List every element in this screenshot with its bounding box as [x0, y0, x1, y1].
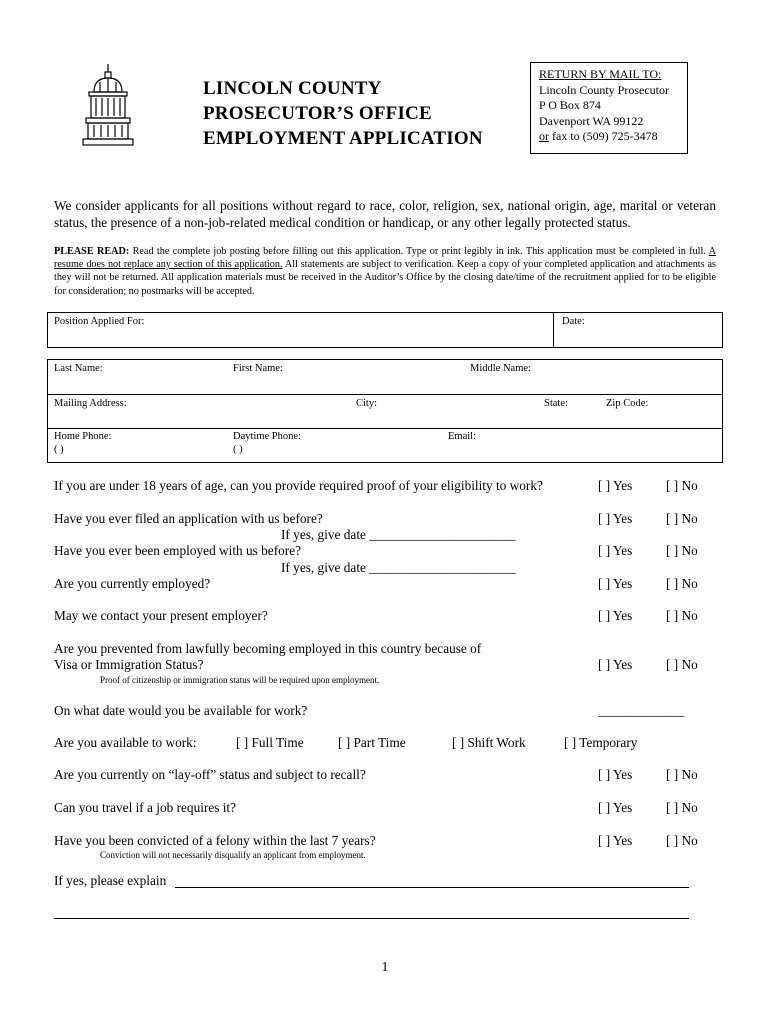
- q1-no-checkbox[interactable]: [ ] No: [666, 478, 698, 493]
- mail-line-1: Lincoln County Prosecutor: [539, 82, 669, 97]
- part-time-checkbox[interactable]: [ ] Part Time: [338, 735, 406, 750]
- explain-label: If yes, please explain: [54, 873, 167, 888]
- question-visa-line1: Are you prevented from lawfully becoming employed in this country because of: [54, 641, 482, 656]
- q2-no-checkbox[interactable]: [ ] No: [666, 511, 698, 526]
- courthouse-dome-icon: [80, 62, 136, 148]
- shift-work-checkbox[interactable]: [ ] Shift Work: [452, 735, 526, 750]
- please-read-part1: Read the complete job posting before filling out this application. Type or print legibly in ink. This application must be completed in full.: [129, 246, 709, 257]
- felony-note: Conviction will not necessarily disqualify an applicant from employment.: [100, 850, 366, 860]
- q11-yes-checkbox[interactable]: [ ] Yes: [598, 833, 633, 848]
- question-contact-employer: May we contact your present employer?: [54, 608, 268, 623]
- date-field[interactable]: [554, 313, 722, 347]
- question-filed-before: Have you ever filed an application with us before?: [54, 511, 323, 526]
- daytime-phone-paren: ( ): [233, 444, 243, 455]
- q3-yes-checkbox[interactable]: [ ] Yes: [598, 543, 633, 558]
- daytime-phone-field[interactable]: Daytime Phone:: [233, 431, 301, 442]
- q5-no-checkbox[interactable]: [ ] No: [666, 608, 698, 623]
- full-time-checkbox[interactable]: [ ] Full Time: [236, 735, 304, 750]
- position-label: Position Applied For:: [54, 316, 145, 327]
- q11-no-checkbox[interactable]: [ ] No: [666, 833, 698, 848]
- question-eligibility: If you are under 18 years of age, can you provide required proof of your eligibility to work?: [54, 478, 543, 493]
- question-layoff: Are you currently on “lay-off” status and subject to recall?: [54, 767, 366, 782]
- mailing-address-field[interactable]: Mailing Address:: [54, 398, 127, 409]
- home-phone-paren: ( ): [54, 444, 64, 455]
- fax-or: or: [539, 129, 549, 143]
- equal-opportunity-statement: We consider applicants for all positions without regard to race, color, religion, sex, national origin, age, marital or veteran status, the presence of a non-job-related medical condition or handicap, or any other legally protected status.: [54, 198, 716, 230]
- q5-yes-checkbox[interactable]: [ ] Yes: [598, 608, 633, 623]
- explain-line-1[interactable]: [175, 887, 689, 888]
- q10-yes-checkbox[interactable]: [ ] Yes: [598, 800, 633, 815]
- available-date-field[interactable]: _____________: [598, 703, 685, 718]
- question-travel: Can you travel if a job requires it?: [54, 800, 237, 815]
- return-mail-box: [530, 62, 688, 154]
- q3-date-field[interactable]: If yes, give date ______________________: [281, 560, 516, 575]
- question-available-to-work: Are you available to work:: [54, 735, 197, 750]
- q1-yes-checkbox[interactable]: [ ] Yes: [598, 478, 633, 493]
- date-label: Date:: [562, 316, 585, 327]
- email-field[interactable]: Email:: [448, 431, 476, 442]
- q6-yes-checkbox[interactable]: [ ] Yes: [598, 657, 633, 672]
- name-row: [48, 360, 722, 395]
- home-phone-field[interactable]: Home Phone:: [54, 431, 112, 442]
- middle-name-field[interactable]: Middle Name:: [470, 363, 531, 374]
- question-felony: Have you been convicted of a felony within the last 7 years?: [54, 833, 376, 848]
- address-row: [48, 395, 722, 429]
- mail-line-3: Davenport WA 99122: [539, 113, 644, 128]
- title-line-1: LINCOLN COUNTY: [203, 78, 382, 99]
- explain-line-2[interactable]: [54, 918, 689, 919]
- question-currently-employed: Are you currently employed?: [54, 576, 211, 591]
- phone-row: [48, 429, 722, 462]
- position-field[interactable]: [48, 313, 554, 347]
- title-line-2: PROSECUTOR’S OFFICE: [203, 103, 432, 124]
- page-number: 1: [381, 960, 389, 975]
- please-read-underlined: A resume does not replace any section of this application.: [54, 246, 716, 271]
- question-employed-before: Have you ever been employed with us before?: [54, 543, 302, 558]
- q10-no-checkbox[interactable]: [ ] No: [666, 800, 698, 815]
- q2-date-field[interactable]: If yes, give date ______________________: [281, 527, 516, 542]
- please-read-notice: [54, 245, 716, 298]
- personal-info-box: [47, 359, 723, 463]
- fax-number: fax to (509) 725-3478: [549, 129, 658, 143]
- title-line-3: EMPLOYMENT APPLICATION: [203, 128, 483, 149]
- position-box: [47, 312, 723, 348]
- q6-no-checkbox[interactable]: [ ] No: [666, 657, 698, 672]
- temporary-checkbox[interactable]: [ ] Temporary: [564, 735, 638, 750]
- q4-no-checkbox[interactable]: [ ] No: [666, 576, 698, 591]
- q3-no-checkbox[interactable]: [ ] No: [666, 543, 698, 558]
- last-name-field[interactable]: Last Name:: [54, 363, 103, 374]
- first-name-field[interactable]: First Name:: [233, 363, 283, 374]
- visa-note: Proof of citizenship or immigration status will be required upon employment.: [100, 675, 380, 685]
- zip-code-field[interactable]: Zip Code:: [606, 398, 649, 409]
- please-read-lead: PLEASE READ:: [54, 246, 130, 257]
- q2-yes-checkbox[interactable]: [ ] Yes: [598, 511, 633, 526]
- city-field[interactable]: City:: [356, 398, 378, 409]
- q9-no-checkbox[interactable]: [ ] No: [666, 767, 698, 782]
- mail-heading: RETURN BY MAIL TO:: [539, 67, 662, 81]
- q4-yes-checkbox[interactable]: [ ] Yes: [598, 576, 633, 591]
- mail-line-2: P O Box 874: [539, 98, 601, 112]
- question-available-date: On what date would you be available for work?: [54, 703, 308, 718]
- question-visa-line2: Visa or Immigration Status?: [54, 657, 204, 672]
- q9-yes-checkbox[interactable]: [ ] Yes: [598, 767, 633, 782]
- mail-fax: [539, 129, 679, 145]
- please-read-part2: All statements are subject to verification. Keep a copy of your completed application and attachments as they will not be returned. All application materials must be received in the Auditor’s Office by the closing date/time of the recruitment applied for to be eligible for consideration; no postmarks will be accepted.: [54, 259, 716, 297]
- page-title: [203, 76, 483, 151]
- state-field[interactable]: State:: [544, 398, 568, 409]
